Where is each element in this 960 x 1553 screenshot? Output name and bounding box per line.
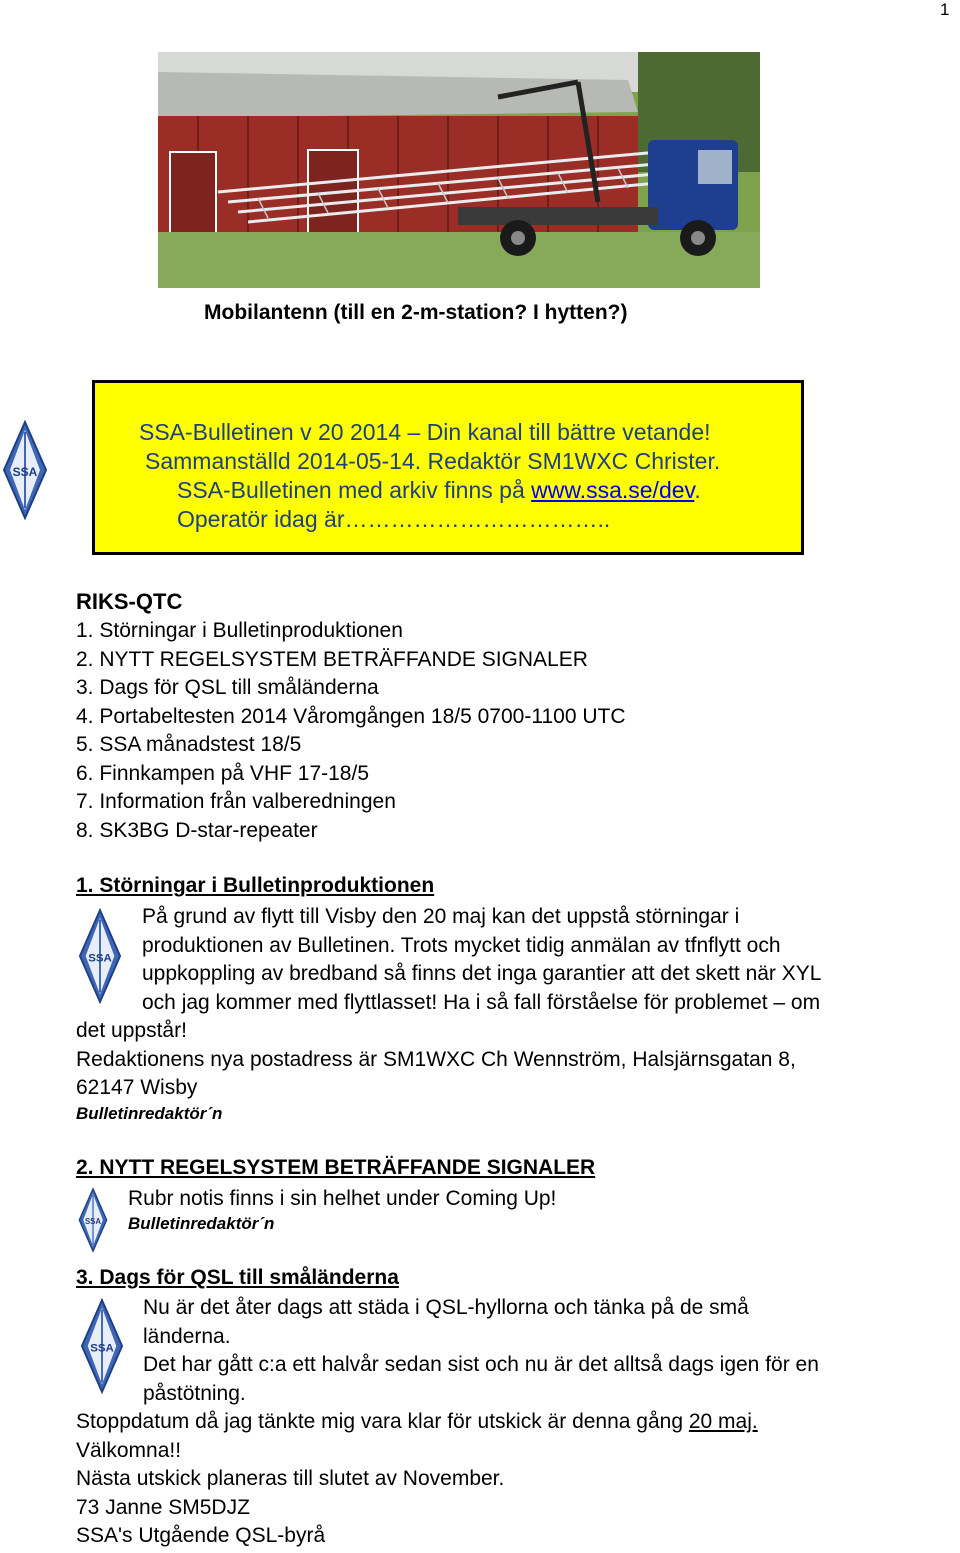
section-3-body	[143, 1294, 819, 1408]
toc-item: 8. SK3BG D-star-repeater	[76, 818, 318, 842]
sender-callsign: 73 Janne SM5DJZ	[76, 1495, 250, 1519]
section-2-signature: Bulletinredaktör´n	[128, 1214, 275, 1233]
banner-line-2: Sammanställd 2014-05-14. Redaktör SM1WXC Christer.	[145, 448, 721, 474]
toc-item: 7. Information från valberedningen	[76, 790, 396, 813]
toc-item: 5. SSA månadstest 18/5	[76, 733, 302, 756]
toc-item: 4. Portabeltesten 2014 Våromgången 18/5 0700-1100 UTC	[76, 704, 626, 728]
welcome-line: Välkomna!!	[76, 1438, 182, 1462]
paragraph-line: det uppstår!	[76, 1019, 187, 1042]
paragraph-line: länderna.	[143, 1324, 231, 1348]
banner-line-3: SSA-Bulletinen med arkiv finns på www.ssa.se/dev.	[177, 477, 701, 503]
toc-item: 3. Dags för QSL till småländerna	[76, 676, 379, 699]
svg-text:SSA: SSA	[88, 952, 112, 965]
section-2-text: Rubr notis finns i sin helhet under Coming Up!	[128, 1187, 557, 1210]
ssa-logo-icon	[80, 1298, 124, 1394]
next-dispatch-line: Nästa utskick planeras till slutet av November.	[76, 1467, 505, 1490]
truck-photo	[158, 52, 760, 288]
paragraph-line: produktionen av Bulletinen. Trots mycket tidig anmälan av tfnflytt och	[142, 933, 781, 957]
section-1-body	[142, 903, 821, 1017]
svg-text:SSA: SSA	[84, 1216, 102, 1226]
paragraph-line: Det har gått c:a ett halvår sedan sist och nu är det alltså dags igen för en	[143, 1353, 819, 1376]
section-1-signature: Bulletinredaktör´n	[76, 1104, 223, 1123]
paragraph-line: och jag kommer med flyttlasset! Ha i så fall förståelse för problemet – om	[142, 990, 821, 1014]
ssa-website-link[interactable]: www.ssa.se/dev	[531, 477, 695, 503]
ssa-logo-icon	[78, 908, 122, 1004]
sender-organization: SSA's Utgående QSL-byrå	[76, 1524, 326, 1547]
ssa-logo-icon	[78, 1186, 108, 1254]
bulletin-banner	[92, 380, 804, 555]
toc-title: RIKS-QTC	[76, 589, 183, 614]
stop-date-line: Stoppdatum då jag tänkte mig vara klar för utskick är denna gång 20 maj.	[76, 1410, 758, 1433]
toc-list	[76, 617, 626, 845]
ssa-logo-icon	[2, 420, 48, 520]
svg-text:SSA: SSA	[90, 1342, 114, 1355]
section-1-tail	[76, 1017, 796, 1103]
postal-address: Redaktionens nya postadress är SM1WXC Ch Wennström, Halsjärnsgatan 8,	[76, 1047, 796, 1071]
section-2-heading: 2. NYTT REGELSYSTEM BETRÄFFANDE SIGNALER	[76, 1156, 596, 1179]
page-number: 1	[940, 0, 950, 19]
banner-line-4: Operatör idag är……………………………..	[177, 506, 611, 532]
banner-line-1: SSA-Bulletinen v 20 2014 – Din kanal till bättre vetande!	[139, 419, 711, 445]
section-3-heading: 3. Dags för QSL till småländerna	[76, 1266, 399, 1289]
paragraph-line: På grund av flytt till Visby den 20 maj kan det uppstå störningar i	[142, 905, 740, 928]
paragraph-line: uppkoppling av bredband så finns det inga garantier att det skett när XYL	[142, 962, 822, 985]
photo-caption: Mobilantenn (till en 2-m-station? I hytten?)	[204, 301, 628, 324]
svg-text:SSA: SSA	[12, 465, 38, 479]
toc-item: 1. Störningar i Bulletinproduktionen	[76, 619, 403, 642]
paragraph-line: Nu är det åter dags att städa i QSL-hyllorna och tänka på de små	[143, 1296, 749, 1319]
section-1-heading: 1. Störningar i Bulletinproduktionen	[76, 874, 435, 897]
toc-item: 6. Finnkampen på VHF 17-18/5	[76, 761, 369, 785]
section-3-tail	[76, 1408, 758, 1551]
stop-date: 20 maj.	[688, 1410, 758, 1433]
postal-address: 62147 Wisby	[76, 1076, 198, 1099]
toc-item: 2. NYTT REGELSYSTEM BETRÄFFANDE SIGNALER	[76, 647, 588, 671]
paragraph-line: påstötning.	[143, 1381, 246, 1405]
